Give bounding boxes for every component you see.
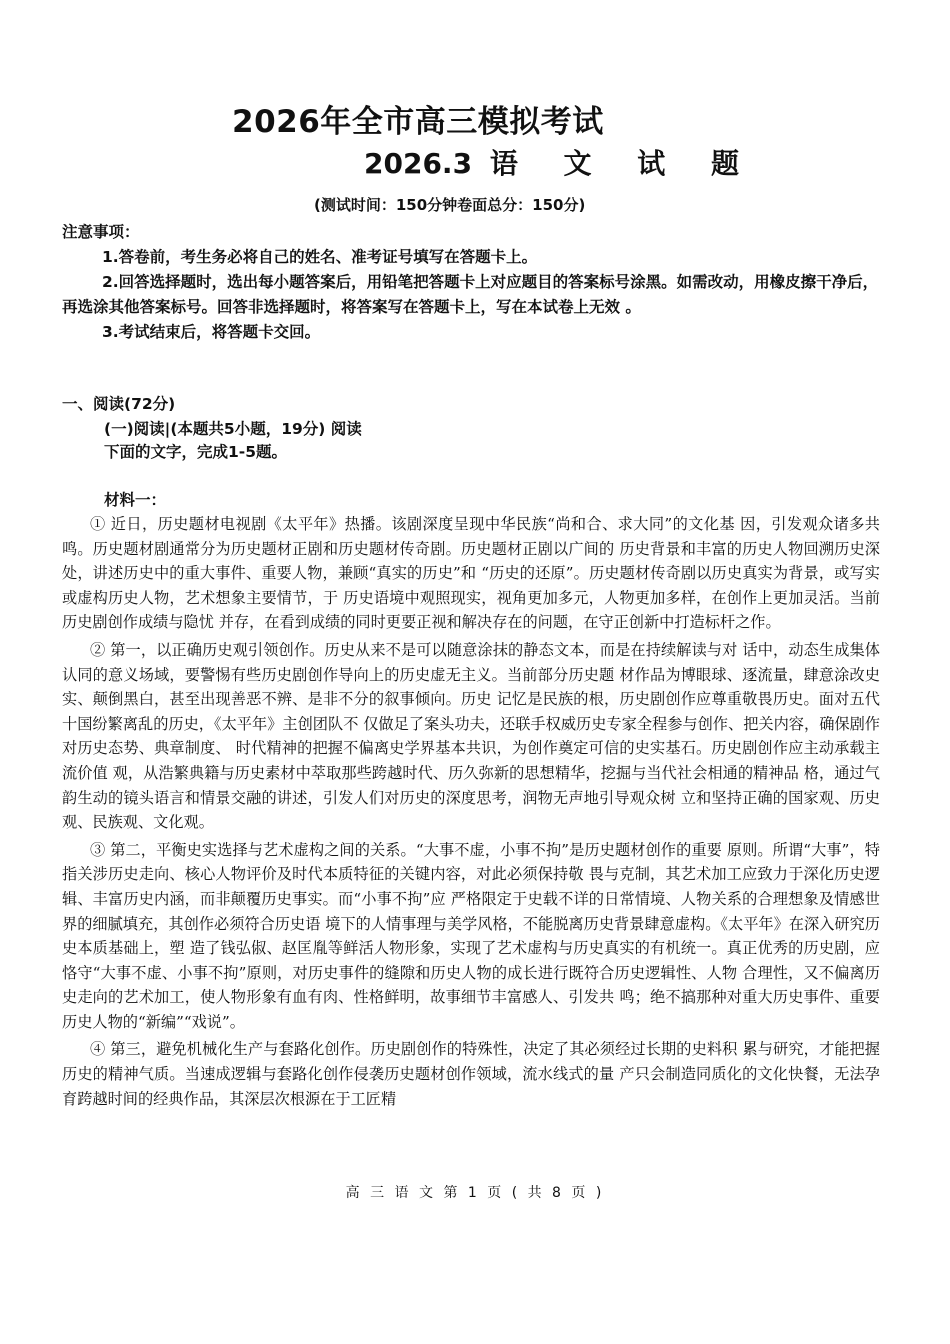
notice-item-1: 1.答卷前，考生务必将自己的姓名、准考证号填写在答题卡上。 <box>102 248 538 266</box>
exam-date-code: 2026.3 <box>364 147 473 180</box>
reading-passage <box>62 512 880 1114</box>
paragraph-4: ④ 第三，避免机械化生产与套路化创作。历史剧创作的特殊性，决定了其必须经过长期的史料积 累与研究，才能把握历史的精神气质。当速成逻辑与套路化创作侵袭历史题材创作领域，流水线式的量 产只会制造同质化的文化快餐，无法孕育跨越时间的经典作品，其深层次根源在于工匠精 <box>62 1040 880 1108</box>
notice-heading: 注意事项： <box>62 223 140 241</box>
paragraph-2: ② 第一，以正确历史观引领创作。历史从来不是可以随意涂抹的静态文本，而是在持续解读与对 话中，动态生成集体认同的意义场域，要警惕有些历史剧创作导向上的历史虚无主义。当前部分历史题 材作品为博眼球、逐流量，肆意涂改史实、颠倒黑白，甚至出现善恶不辨、是非不分的叙事倾向。历史 记忆是民族的根，历史剧创作应尊重敬畏历史。面对五代十国纷繁离乱的历史，《太平年》主创团队不 仅做足了案头功夫，还联手权威历史专家全程参与创作、把关内容，确保剧作对历史态势、典章制度、 时代精神的把握不偏离史学界基本共识，为创作奠定可信的史实基石。历史剧创作应主动承载主流价值 观，从浩繁典籍与历史素材中萃取那些跨越时代、历久弥新的思想精华，挖掘与当代社会相通的精神品 格，通过气韵生动的镜头语言和情景交融的讲述，引发人们对历史的深度思考，润物无声地引导观众树 立和坚持正确的国家观、历史观、民族观、文化观。 <box>62 640 880 832</box>
page-footer: 高 三 语 文 第 1 页 ( 共 8 页 ) <box>345 1185 605 1201</box>
exam-subject-line <box>364 142 757 182</box>
paragraph-1: ① 近日，历史题材电视剧《太平年》热播。该剧深度呈现中华民族“尚和合、求大同”的文化基 因，引发观众诸多共鸣。历史题材剧通常分为历史题材正剧和历史题材传奇剧。历史题材正剧以广间的 历史背景和丰富的历史人物回溯历史深处，讲述历史中的重大事件、重要人物，兼顾“真实的历史”和 “历史的还原”。历史题材传奇剧以历史真实为背景，或写实或虚构历史人物，艺术想象主要情节，于 历史语境中观照现实，视角更加多元，人物更加多样，在创作上更加灵活。当前历史剧创作成绩与隐忧 并存，在看到成绩的同时更要正视和解决存在的问题，在守正创新中打造标杆之作。 <box>62 515 880 632</box>
exam-info: (测试时间：150分钟卷面总分：150分) <box>314 196 586 214</box>
paragraph-3: ③ 第二，平衡史实选择与艺术虚构之间的关系。“大事不虚，小事不拘”是历史题材创作的重要 原则。所谓“大事”，特指关涉历史走向、核心人物评价及时代本质特征的关键内容，对此必须保持敬 畏与克制，其艺术加工应致力于深化历史逻辑、丰富历史内涵，而非颠覆历史事实。而“小事不拘”应 严格限定于史载不详的日常情境、人物关系的合理想象及情感世界的细腻填充，其创作必须符合历史语 境下的人情事理与美学风格，不能脱离历史背景肆意虚构。《太平年》在深入研究历史本质基础上，塑 造了钱弘俶、赵匡胤等鲜活人物形象，实现了艺术虚构与历史真实的有机统一。真正优秀的历史剧，应 恪守“大事不虚、小事不拘”原则，对历史事件的缝隙和历史人物的成长进行既符合历史逻辑性、人物 合理性，又不偏离历史走向的艺术加工，使人物形象有血有肉、性格鲜明，故事细节丰富感人、引发共 鸣；绝不搞那种对重大历史事件、重要历史人物的“新编”“戏说”。 <box>62 840 880 1031</box>
notice-item-3: 3.考试结束后，将答题卡交回。 <box>102 323 321 341</box>
material-label: 材料一： <box>104 491 167 509</box>
section-subheading: (一)阅读|(本题共5小题，19分) 阅读下面的文字，完成1-5题。 <box>104 420 362 461</box>
exam-title: 2026年全市高三模拟考试 <box>232 104 604 140</box>
notice-block <box>62 220 882 345</box>
notice-item-2: 2.回答选择题时，选出每小题答案后，用铅笔把答题卡上对应题目的答案标号涂黑。如需改动，用橡皮擦干净后，再选涂其他答案标号。回答非选择题时，将答案写在答题卡上，写在本试卷上无效 。 <box>62 273 879 316</box>
section-heading: 一、阅读(72分) <box>62 395 176 413</box>
exam-subject: 语 文 试 题 <box>489 147 758 180</box>
